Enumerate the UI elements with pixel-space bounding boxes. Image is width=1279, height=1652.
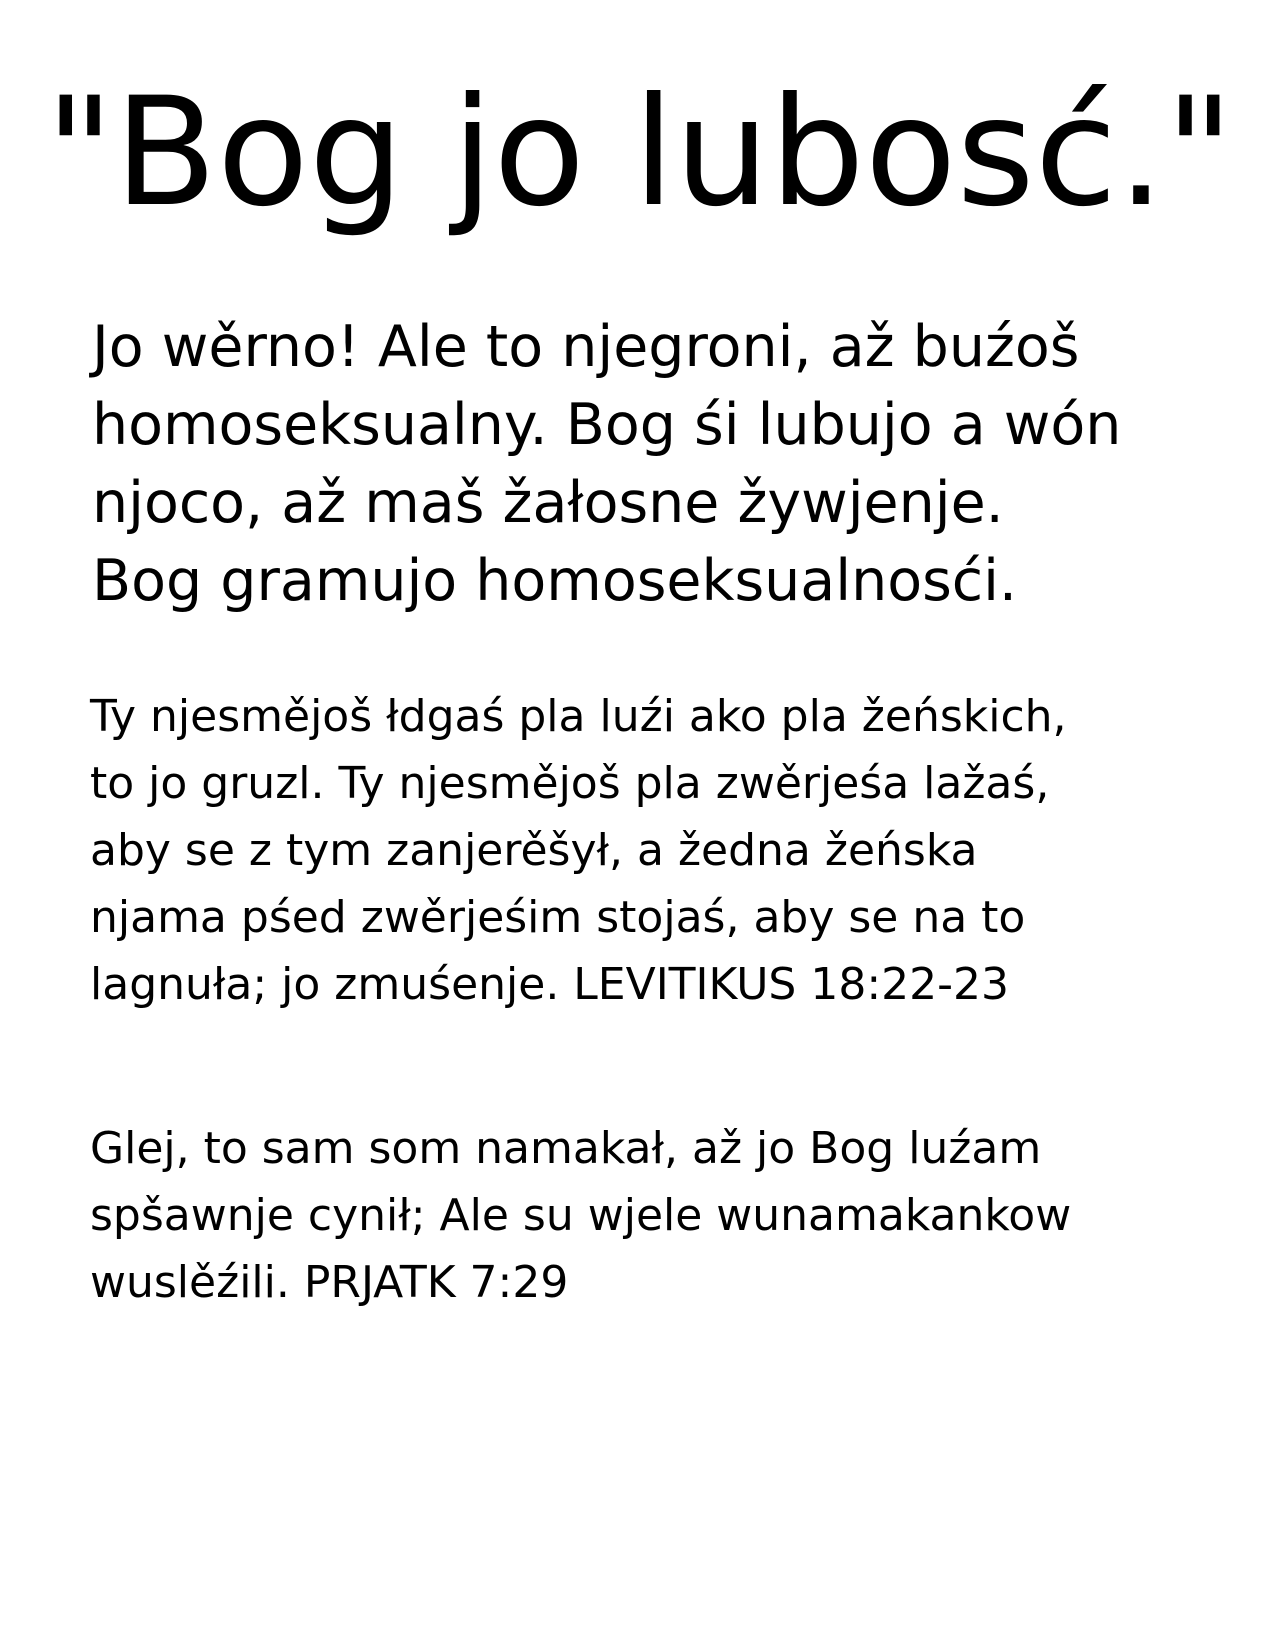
paragraph-line: Ty njesmějoš łdgaś pla luźi ako pla žeńskich, (90, 691, 1067, 742)
paragraph-line: spšawnje cynił; Ale su wjele wunamakankow (90, 1190, 1072, 1241)
lead-paragraph (92, 308, 1262, 620)
lead-line: Jo wěrno! Ale to njegroni, až buźoš (92, 314, 1080, 380)
scripture-paragraph-prjatk (90, 1115, 1250, 1316)
paragraph-line: njama pśed zwěrjeśim stojaś, aby se na to (90, 892, 1026, 943)
paragraph-line: aby se z tym zanjerěšył, a žedna žeńska (90, 825, 978, 876)
paragraph-line: wuslěźili. PRJATK 7:29 (90, 1257, 569, 1308)
page-title: "Bog jo lubosć." (45, 66, 1234, 240)
lead-line: Bog gramujo homoseksualnosći. (92, 548, 1018, 614)
scripture-paragraph-leviticus (90, 683, 1250, 1018)
paragraph-line: Glej, to sam som namakał, až jo Bog luźam (90, 1123, 1042, 1174)
lead-line: njoco, až maš žałosne žywjenje. (92, 470, 1004, 536)
paragraph-line: lagnuła; jo zmuśenje. LEVITIKUS 18:22-23 (90, 959, 1009, 1010)
paragraph-line: to jo gruzl. Ty njesmějoš pla zwěrjeśa lažaś, (90, 758, 1050, 809)
lead-line: homoseksualny. Bog śi lubujo a wón (92, 392, 1122, 458)
